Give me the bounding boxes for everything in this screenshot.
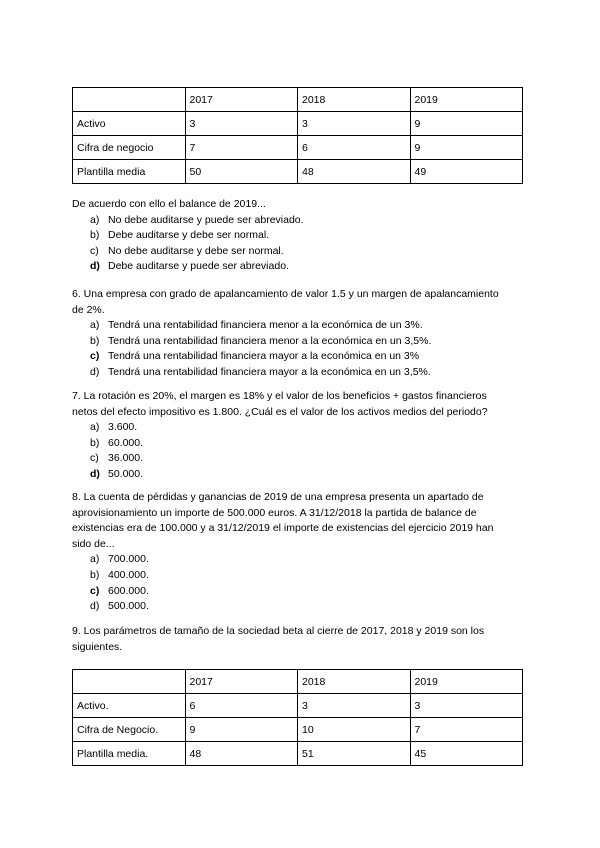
question-7 — [72, 389, 532, 483]
option-letter: c) — [90, 350, 100, 363]
options-list — [72, 318, 532, 380]
table-cell: 7 — [185, 136, 298, 160]
option-letter: c) — [90, 452, 99, 465]
option-d — [72, 599, 532, 615]
option-b — [72, 436, 532, 452]
table-cell: Cifra de Negocio. — [73, 718, 186, 742]
option-a — [72, 552, 532, 568]
option-text: Debe auditarse y debe ser normal. — [108, 229, 270, 242]
question-stem-line: 6. Una empresa con grado de apalancamiento de valor 1.5 y un margen de apalancamiento — [72, 288, 499, 300]
option-d — [72, 365, 532, 381]
option-text: 700.000. — [108, 553, 149, 566]
option-letter: d) — [90, 365, 100, 378]
option-text: Debe auditarse y puede ser abreviado. — [108, 260, 289, 273]
option-c — [72, 244, 532, 260]
table-cell: Activo. — [73, 694, 186, 718]
table-header-row — [73, 88, 523, 112]
table-cell: 2017 — [185, 670, 298, 694]
option-c — [72, 349, 532, 365]
option-text: 600.000. — [108, 584, 149, 597]
question-5 — [72, 197, 532, 275]
table-cell: 3 — [298, 694, 411, 718]
question-stem-line: siguientes. — [72, 640, 123, 653]
table-cell: 49 — [410, 160, 523, 184]
options-list — [72, 213, 532, 275]
option-letter: d) — [90, 260, 100, 273]
question-stem-line: 8. La cuenta de pérdidas y ganancias de 2019 de una empresa presenta un apartado de — [72, 491, 484, 503]
option-letter: d) — [90, 600, 100, 613]
question-stem-line: sido de... — [72, 537, 115, 550]
option-c — [72, 451, 532, 467]
option-letter: b) — [90, 568, 100, 581]
table-cell: 3 — [410, 694, 523, 718]
option-letter: b) — [90, 436, 100, 449]
table-cell — [73, 88, 186, 112]
table-cell: 2018 — [298, 670, 411, 694]
table-cell: 9 — [410, 136, 523, 160]
table-cell: 2017 — [185, 88, 298, 112]
table-cell: 2019 — [410, 88, 523, 112]
table-row — [73, 694, 523, 718]
option-a — [72, 318, 532, 334]
table-cell — [73, 670, 186, 694]
option-text: Tendrá una rentabilidad financiera menor a la económica de un 3%. — [108, 319, 423, 332]
option-text: Tendrá una rentabilidad financiera menor a la económica en un 3,5%. — [108, 334, 432, 347]
option-text: No debe auditarse y puede ser abreviado. — [108, 213, 304, 226]
question-stem-line: 7. La rotación es 20%, el margen es 18% y el valor de los beneficios + gastos financieros — [72, 390, 487, 402]
option-a — [72, 420, 532, 436]
option-d — [72, 467, 532, 483]
table-cell: Plantilla media. — [73, 742, 186, 766]
table-cell: Activo — [73, 112, 186, 136]
table-cell: 51 — [298, 742, 411, 766]
table-cell: 3 — [298, 112, 411, 136]
option-letter: c) — [90, 244, 99, 257]
table-cell: 2018 — [298, 88, 411, 112]
size-table-1 — [72, 87, 523, 184]
option-letter: a) — [90, 213, 100, 226]
table-row — [73, 160, 523, 184]
question-6 — [72, 287, 532, 381]
option-letter: d) — [90, 467, 100, 480]
option-text: 50.000. — [108, 467, 144, 480]
table-cell: 48 — [298, 160, 411, 184]
option-text: 3.600. — [108, 421, 138, 434]
size-table-2 — [72, 669, 523, 766]
table-cell: 6 — [298, 136, 411, 160]
table-cell: 3 — [185, 112, 298, 136]
option-b — [72, 568, 532, 584]
table-cell: 45 — [410, 742, 523, 766]
option-d — [72, 259, 532, 275]
question-stem-line: netos del efecto impositivo es 1.800. ¿Cuál es el valor de los activos medios del periodo? — [72, 405, 488, 418]
table-header-row — [73, 670, 523, 694]
table-cell: 2019 — [410, 670, 523, 694]
option-letter: a) — [90, 553, 100, 566]
option-text: 60.000. — [108, 436, 144, 449]
question-stem-line: aprovisionamiento un importe de 500.000 euros. A 31/12/2018 la partida de balance de — [72, 506, 477, 519]
options-list — [72, 420, 532, 482]
option-letter: a) — [90, 421, 100, 434]
table-cell: 7 — [410, 718, 523, 742]
option-text: 500.000. — [108, 600, 149, 613]
question-8 — [72, 490, 532, 615]
question-stem-line: de 2%. — [72, 303, 105, 316]
question-stem-line: 9. Los parámetros de tamaño de la sociedad beta al cierre de 2017, 2018 y 2019 son los — [72, 625, 485, 637]
table-row — [73, 718, 523, 742]
option-letter: a) — [90, 319, 100, 332]
table-cell: 9 — [185, 718, 298, 742]
question-9 — [72, 624, 532, 655]
option-text: 400.000. — [108, 568, 149, 581]
option-letter: c) — [90, 584, 100, 597]
option-a — [72, 213, 532, 229]
option-text: No debe auditarse y debe ser normal. — [108, 244, 284, 257]
table-row — [73, 112, 523, 136]
table-cell: 9 — [410, 112, 523, 136]
question-stem: De acuerdo con ello el balance de 2019... — [72, 198, 266, 210]
option-text: Tendrá una rentabilidad financiera mayor a la económica en un 3% — [108, 350, 420, 363]
question-stem-line: existencias era de 100.000 y a 31/12/2019 el importe de existencias del ejercicio 2019 han — [72, 522, 494, 535]
table-cell: 48 — [185, 742, 298, 766]
table-cell: 6 — [185, 694, 298, 718]
option-b — [72, 334, 532, 350]
option-text: Tendrá una rentabilidad financiera mayor a la económica en un 3,5%. — [108, 365, 431, 378]
option-b — [72, 228, 532, 244]
table-row — [73, 136, 523, 160]
table-cell: 50 — [185, 160, 298, 184]
option-letter: b) — [90, 334, 100, 347]
table-cell: Plantilla media — [73, 160, 186, 184]
option-letter: b) — [90, 229, 100, 242]
option-text: 36.000. — [108, 452, 144, 465]
table-cell: 10 — [298, 718, 411, 742]
table-cell: Cifra de negocio — [73, 136, 186, 160]
table-row — [73, 742, 523, 766]
options-list — [72, 552, 532, 614]
option-c — [72, 584, 532, 600]
